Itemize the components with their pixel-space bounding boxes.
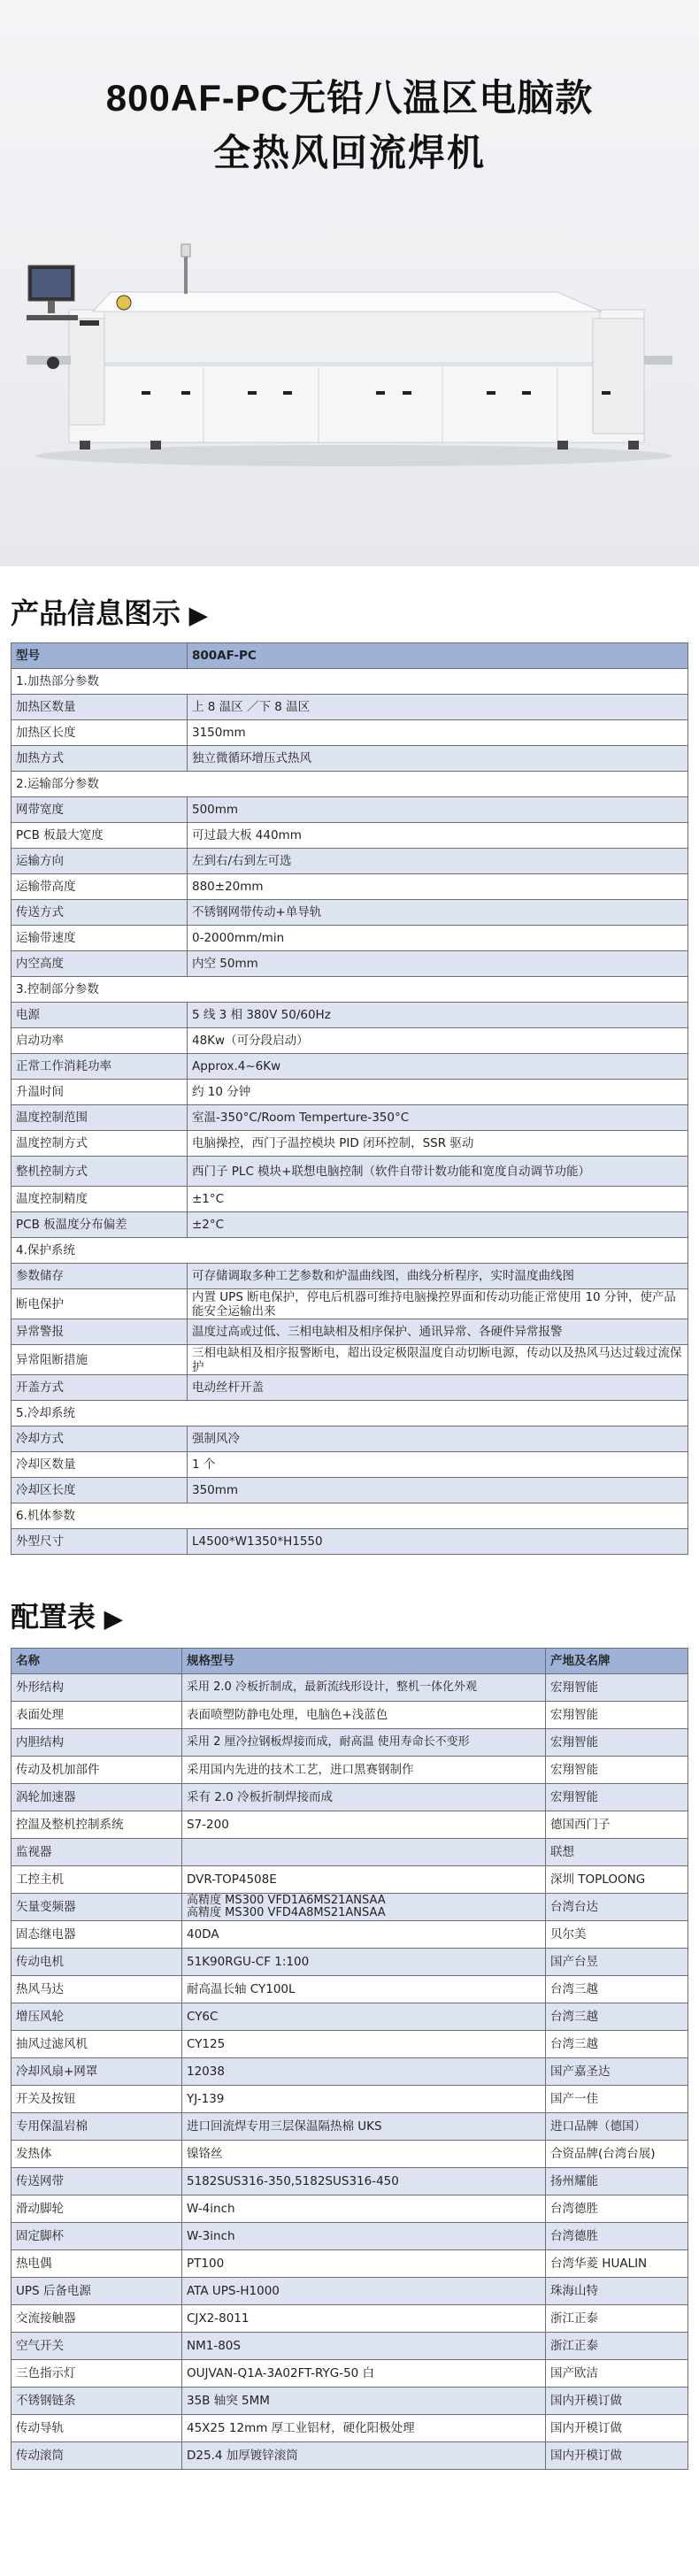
group-row [12, 1401, 688, 1426]
table-row [12, 1894, 688, 1921]
param-label: 运输带速度 [12, 926, 188, 951]
param-value: 48Kw（可分段启动） [188, 1028, 688, 1054]
component-brand: 宏翔智能 [546, 1702, 688, 1729]
table-row [12, 1426, 688, 1452]
table-row [12, 1080, 688, 1105]
table-row [12, 1452, 688, 1478]
component-name: 矢量变频器 [12, 1894, 182, 1921]
component-brand: 国内开模订做 [546, 2442, 688, 2470]
component-name: 热电偶 [12, 2250, 182, 2278]
component-spec: 镍铬丝 [182, 2141, 546, 2168]
param-value: 1 个 [188, 1452, 688, 1478]
component-spec: S7-200 [182, 1811, 546, 1839]
component-name: 表面处理 [12, 1702, 182, 1729]
component-spec: 表面喷塑防静电处理，电脑色+浅蓝色 [182, 1702, 546, 1729]
config-section-title [11, 1595, 122, 1635]
param-label: 传送方式 [12, 900, 188, 926]
param-label: 温度控制范围 [12, 1105, 188, 1131]
param-value: Approx.4~6Kw [188, 1054, 688, 1080]
param-label: 内空高度 [12, 951, 188, 977]
info-section-title [11, 591, 207, 632]
component-name: 固定脚杯 [12, 2223, 182, 2250]
param-value: 内置 UPS 断电保护，停电后机器可维持电脑操控界面和传动功能正常使用 10 分钟，使产品能安全运输出来 [188, 1289, 688, 1319]
component-name: 工控主机 [12, 1866, 182, 1894]
component-brand: 进口品牌（德国） [546, 2113, 688, 2141]
component-brand: 深圳 TOPLOONG [546, 1866, 688, 1894]
table-row [12, 900, 688, 926]
component-spec: CJX2-8011 [182, 2305, 546, 2333]
component-spec: CY6C [182, 2003, 546, 2031]
table-row [12, 1105, 688, 1131]
param-label: 异常警报 [12, 1319, 188, 1345]
component-brand: 珠海山特 [546, 2278, 688, 2305]
component-name: 抽风过滤风机 [12, 2031, 182, 2058]
component-brand: 台湾三越 [546, 2031, 688, 2058]
reflow-oven-image [27, 239, 672, 469]
component-spec: 采用 2.0 冷板折制成，最新流线形设计，整机一体化外观 [182, 1674, 546, 1702]
header-cell: 名称 [12, 1649, 182, 1674]
table-row [12, 823, 688, 849]
table-row [12, 2360, 688, 2388]
header-cell: 规格型号 [182, 1649, 546, 1674]
component-spec: 35B 轴突 5MM [182, 2388, 546, 2415]
param-label: 断电保护 [12, 1289, 188, 1319]
param-label: PCB 板最大宽度 [12, 823, 188, 849]
param-label: 开盖方式 [12, 1375, 188, 1401]
component-spec: 45X25 12mm 厚工业铝材，硬化阳极处理 [182, 2415, 546, 2442]
table-row [12, 1674, 688, 1702]
table-row [12, 2031, 688, 2058]
table-row [12, 2168, 688, 2195]
param-value: 5 线 3 相 380V 50/60Hz [188, 1003, 688, 1028]
component-name: 传送网带 [12, 2168, 182, 2195]
param-label: 电源 [12, 1003, 188, 1028]
table-row [12, 926, 688, 951]
component-brand: 国产一佳 [546, 2086, 688, 2113]
component-spec: 耐高温长轴 CY100L [182, 1976, 546, 2003]
component-brand: 宏翔智能 [546, 1757, 688, 1784]
component-brand: 台湾三越 [546, 2003, 688, 2031]
param-label: 外型尺寸 [12, 1529, 188, 1555]
component-name: 传动滚筒 [12, 2442, 182, 2470]
hero-banner [0, 0, 699, 566]
table-row [12, 746, 688, 772]
component-name: 增压风轮 [12, 2003, 182, 2031]
component-brand: 国产台昱 [546, 1949, 688, 1976]
param-value: ±1°C [188, 1187, 688, 1212]
table-row [12, 1921, 688, 1949]
param-value: 3150mm [188, 720, 688, 746]
param-label: 加热区长度 [12, 720, 188, 746]
component-brand: 浙江正泰 [546, 2333, 688, 2360]
table-row [12, 797, 688, 823]
product-title-line1: 800AF-PC无铅八温区电脑款 [105, 77, 594, 119]
config-section-title-text: 配置表 [11, 1601, 96, 1633]
component-name: 开关及按钮 [12, 2086, 182, 2113]
component-brand: 德国西门子 [546, 1811, 688, 1839]
group-row [12, 772, 688, 797]
param-label: 温度控制精度 [12, 1187, 188, 1212]
param-value: 室温-350°C/Room Temperture-350°C [188, 1105, 688, 1131]
group-row [12, 977, 688, 1003]
table-row [12, 2086, 688, 2113]
group-label: 1.加热部分参数 [12, 669, 688, 695]
table-row [12, 2442, 688, 2470]
table-row [12, 2333, 688, 2360]
component-name: 专用保温岩棉 [12, 2113, 182, 2141]
param-value: 880±20mm [188, 874, 688, 900]
info-section-title-text: 产品信息图示 [11, 597, 181, 629]
component-spec: NM1-80S [182, 2333, 546, 2360]
component-name: 控温及整机控制系统 [12, 1811, 182, 1839]
component-spec: PT100 [182, 2250, 546, 2278]
param-label: 启动功率 [12, 1028, 188, 1054]
component-brand: 贝尔美 [546, 1921, 688, 1949]
component-spec: YJ-139 [182, 2086, 546, 2113]
table-row [12, 1757, 688, 1784]
group-row [12, 1238, 688, 1264]
param-label: 正常工作消耗功率 [12, 1054, 188, 1080]
component-brand: 台湾德胜 [546, 2195, 688, 2223]
table-row [12, 1054, 688, 1080]
table-row [12, 2388, 688, 2415]
table-row [12, 1212, 688, 1238]
component-brand: 国产嘉圣达 [546, 2058, 688, 2086]
table-row [12, 1478, 688, 1503]
component-spec: W-4inch [182, 2195, 546, 2223]
component-spec: 进口回流焊专用三层保温隔热棉 UKS [182, 2113, 546, 2141]
param-value: 三相电缺相及相序报警断电，超出设定极限温度自动切断电源，传动以及热风马达过载过流保护 [188, 1345, 688, 1375]
component-spec: W-3inch [182, 2223, 546, 2250]
component-brand: 台湾德胜 [546, 2223, 688, 2250]
table-row [12, 1529, 688, 1555]
table-row [12, 1289, 688, 1319]
table-row [12, 1811, 688, 1839]
component-name: 内胆结构 [12, 1729, 182, 1757]
param-value: 不锈钢网带传动+单导轨 [188, 900, 688, 926]
table-row [12, 2003, 688, 2031]
config-table [11, 1648, 688, 2470]
component-spec: 采有 2.0 冷板折制焊接而成 [182, 1784, 546, 1811]
param-value: 西门子 PLC 模块+联想电脑控制（软件自带计数功能和宽度自动调节功能） [188, 1157, 688, 1187]
table-row [12, 1345, 688, 1375]
param-value: 可过最大板 440mm [188, 823, 688, 849]
component-name: 滑动脚轮 [12, 2195, 182, 2223]
component-name: 传动电机 [12, 1949, 182, 1976]
param-label: 冷却区长度 [12, 1478, 188, 1503]
component-brand: 国产欧洁 [546, 2360, 688, 2388]
component-name: 交流接触器 [12, 2305, 182, 2333]
component-spec: OUJVAN-Q1A-3A02FT-RYG-50 白 [182, 2360, 546, 2388]
product-title-line2: 全热风回流焊机 [212, 132, 486, 173]
component-spec: 51K90RGU-CF 1:100 [182, 1949, 546, 1976]
component-brand: 宏翔智能 [546, 1729, 688, 1757]
param-value: 500mm [188, 797, 688, 823]
component-brand: 宏翔智能 [546, 1674, 688, 1702]
table-row [12, 1264, 688, 1289]
table-row [12, 2113, 688, 2141]
group-label: 4.保护系统 [12, 1238, 688, 1264]
table-row [12, 951, 688, 977]
table-row [12, 2223, 688, 2250]
table-row [12, 2250, 688, 2278]
component-name: 涡轮加速器 [12, 1784, 182, 1811]
group-row [12, 669, 688, 695]
param-label: 异常阻断措施 [12, 1345, 188, 1375]
triangle-right-icon: ▶ [104, 1605, 123, 1632]
component-brand: 浙江正泰 [546, 2305, 688, 2333]
component-spec: 采用 2 厘冷拉钢板焊接而成，耐高温 使用寿命长不变形 [182, 1729, 546, 1757]
param-label: 运输方向 [12, 849, 188, 874]
table-row [12, 1866, 688, 1894]
component-spec: 40DA [182, 1921, 546, 1949]
param-value: ±2°C [188, 1212, 688, 1238]
component-name: UPS 后备电源 [12, 2278, 182, 2305]
table-row [12, 2305, 688, 2333]
param-value: 强制风冷 [188, 1426, 688, 1452]
table-row [12, 1003, 688, 1028]
component-brand: 扬州耀能 [546, 2168, 688, 2195]
component-name: 固态继电器 [12, 1921, 182, 1949]
table-row [12, 1976, 688, 2003]
component-spec: DVR-TOP4508E [182, 1866, 546, 1894]
table-row [12, 720, 688, 746]
group-label: 5.冷却系统 [12, 1401, 688, 1426]
table-row [12, 1319, 688, 1345]
component-spec: 5182SUS316-350,5182SUS316-450 [182, 2168, 546, 2195]
param-label: 整机控制方式 [12, 1157, 188, 1187]
param-value: 350mm [188, 1478, 688, 1503]
component-brand: 台湾台达 [546, 1894, 688, 1921]
param-label: 运输带高度 [12, 874, 188, 900]
component-brand: 国内开模订做 [546, 2415, 688, 2442]
table-row [12, 849, 688, 874]
component-name: 监视器 [12, 1839, 182, 1866]
header-cell: 产地及名牌 [546, 1649, 688, 1674]
param-label: PCB 板温度分布偏差 [12, 1212, 188, 1238]
component-brand: 台湾三越 [546, 1976, 688, 2003]
param-value: 独立微循环增压式热风 [188, 746, 688, 772]
component-name: 发热体 [12, 2141, 182, 2168]
param-label: 冷却区数量 [12, 1452, 188, 1478]
table-row [12, 695, 688, 720]
component-spec: 采用国内先进的技术工艺，进口黑赛钢制作 [182, 1757, 546, 1784]
param-label: 冷却方式 [12, 1426, 188, 1452]
param-label: 温度控制方式 [12, 1131, 188, 1157]
table-row [12, 1784, 688, 1811]
param-value: 内空 50mm [188, 951, 688, 977]
component-brand: 合资品牌(台湾台展) [546, 2141, 688, 2168]
param-label: 加热区数量 [12, 695, 188, 720]
table-row [12, 1028, 688, 1054]
table-row [12, 2195, 688, 2223]
param-value: L4500*W1350*H1550 [188, 1529, 688, 1555]
table-row [12, 1839, 688, 1866]
component-name: 外形结构 [12, 1674, 182, 1702]
table-row [12, 1157, 688, 1187]
component-name: 热风马达 [12, 1976, 182, 2003]
component-name: 传动导轨 [12, 2415, 182, 2442]
component-brand: 联想 [546, 1839, 688, 1866]
component-brand: 国内开模订做 [546, 2388, 688, 2415]
table-row [12, 2415, 688, 2442]
component-name: 冷却风扇+网罩 [12, 2058, 182, 2086]
component-name: 空气开关 [12, 2333, 182, 2360]
table-row [12, 1375, 688, 1401]
param-label: 加热方式 [12, 746, 188, 772]
table-row [12, 2141, 688, 2168]
triangle-right-icon: ▶ [189, 602, 208, 628]
table-header-row [12, 1649, 688, 1674]
table-header-row [12, 643, 688, 669]
table-row [12, 2058, 688, 2086]
component-spec: CY125 [182, 2031, 546, 2058]
param-value: 0-2000mm/min [188, 926, 688, 951]
group-label: 6.机体参数 [12, 1503, 688, 1529]
param-value: 左到右/右到左可选 [188, 849, 688, 874]
component-spec: ATA UPS-H1000 [182, 2278, 546, 2305]
param-value: 上 8 温区 ／下 8 温区 [188, 695, 688, 720]
table-row [12, 1702, 688, 1729]
table-row [12, 2278, 688, 2305]
param-label: 网带宽度 [12, 797, 188, 823]
component-spec: 12038 [182, 2058, 546, 2086]
component-brand: 台湾华菱 HUALIN [546, 2250, 688, 2278]
group-label: 3.控制部分参数 [12, 977, 688, 1003]
component-name: 传动及机加部件 [12, 1757, 182, 1784]
component-brand: 宏翔智能 [546, 1784, 688, 1811]
table-row [12, 1131, 688, 1157]
product-info-table [11, 642, 688, 1555]
header-cell: 800AF-PC [188, 643, 688, 669]
component-spec [182, 1839, 546, 1866]
param-value: 电动丝杆开盖 [188, 1375, 688, 1401]
group-row [12, 1503, 688, 1529]
table-row [12, 1949, 688, 1976]
param-value: 温度过高或过低、三相电缺相及相序保护、通讯异常、各硬件异常报警 [188, 1319, 688, 1345]
table-row [12, 1187, 688, 1212]
param-label: 升温时间 [12, 1080, 188, 1105]
group-label: 2.运输部分参数 [12, 772, 688, 797]
param-value: 可存储调取多种工艺参数和炉温曲线图，曲线分析程序，实时温度曲线图 [188, 1264, 688, 1289]
component-spec: D25.4 加厚镀锌滚筒 [182, 2442, 546, 2470]
component-spec: 高精度 MS300 VFD1A6MS21ANSAA 高精度 MS300 VFD4A8MS21ANSAA [182, 1894, 546, 1921]
table-row [12, 874, 688, 900]
component-name: 三色指示灯 [12, 2360, 182, 2388]
table-row [12, 1729, 688, 1757]
param-label: 参数储存 [12, 1264, 188, 1289]
param-value: 电脑操控，西门子温控模块 PID 闭环控制，SSR 驱动 [188, 1131, 688, 1157]
header-cell: 型号 [12, 643, 188, 669]
component-name: 不锈钢链条 [12, 2388, 182, 2415]
param-value: 约 10 分钟 [188, 1080, 688, 1105]
